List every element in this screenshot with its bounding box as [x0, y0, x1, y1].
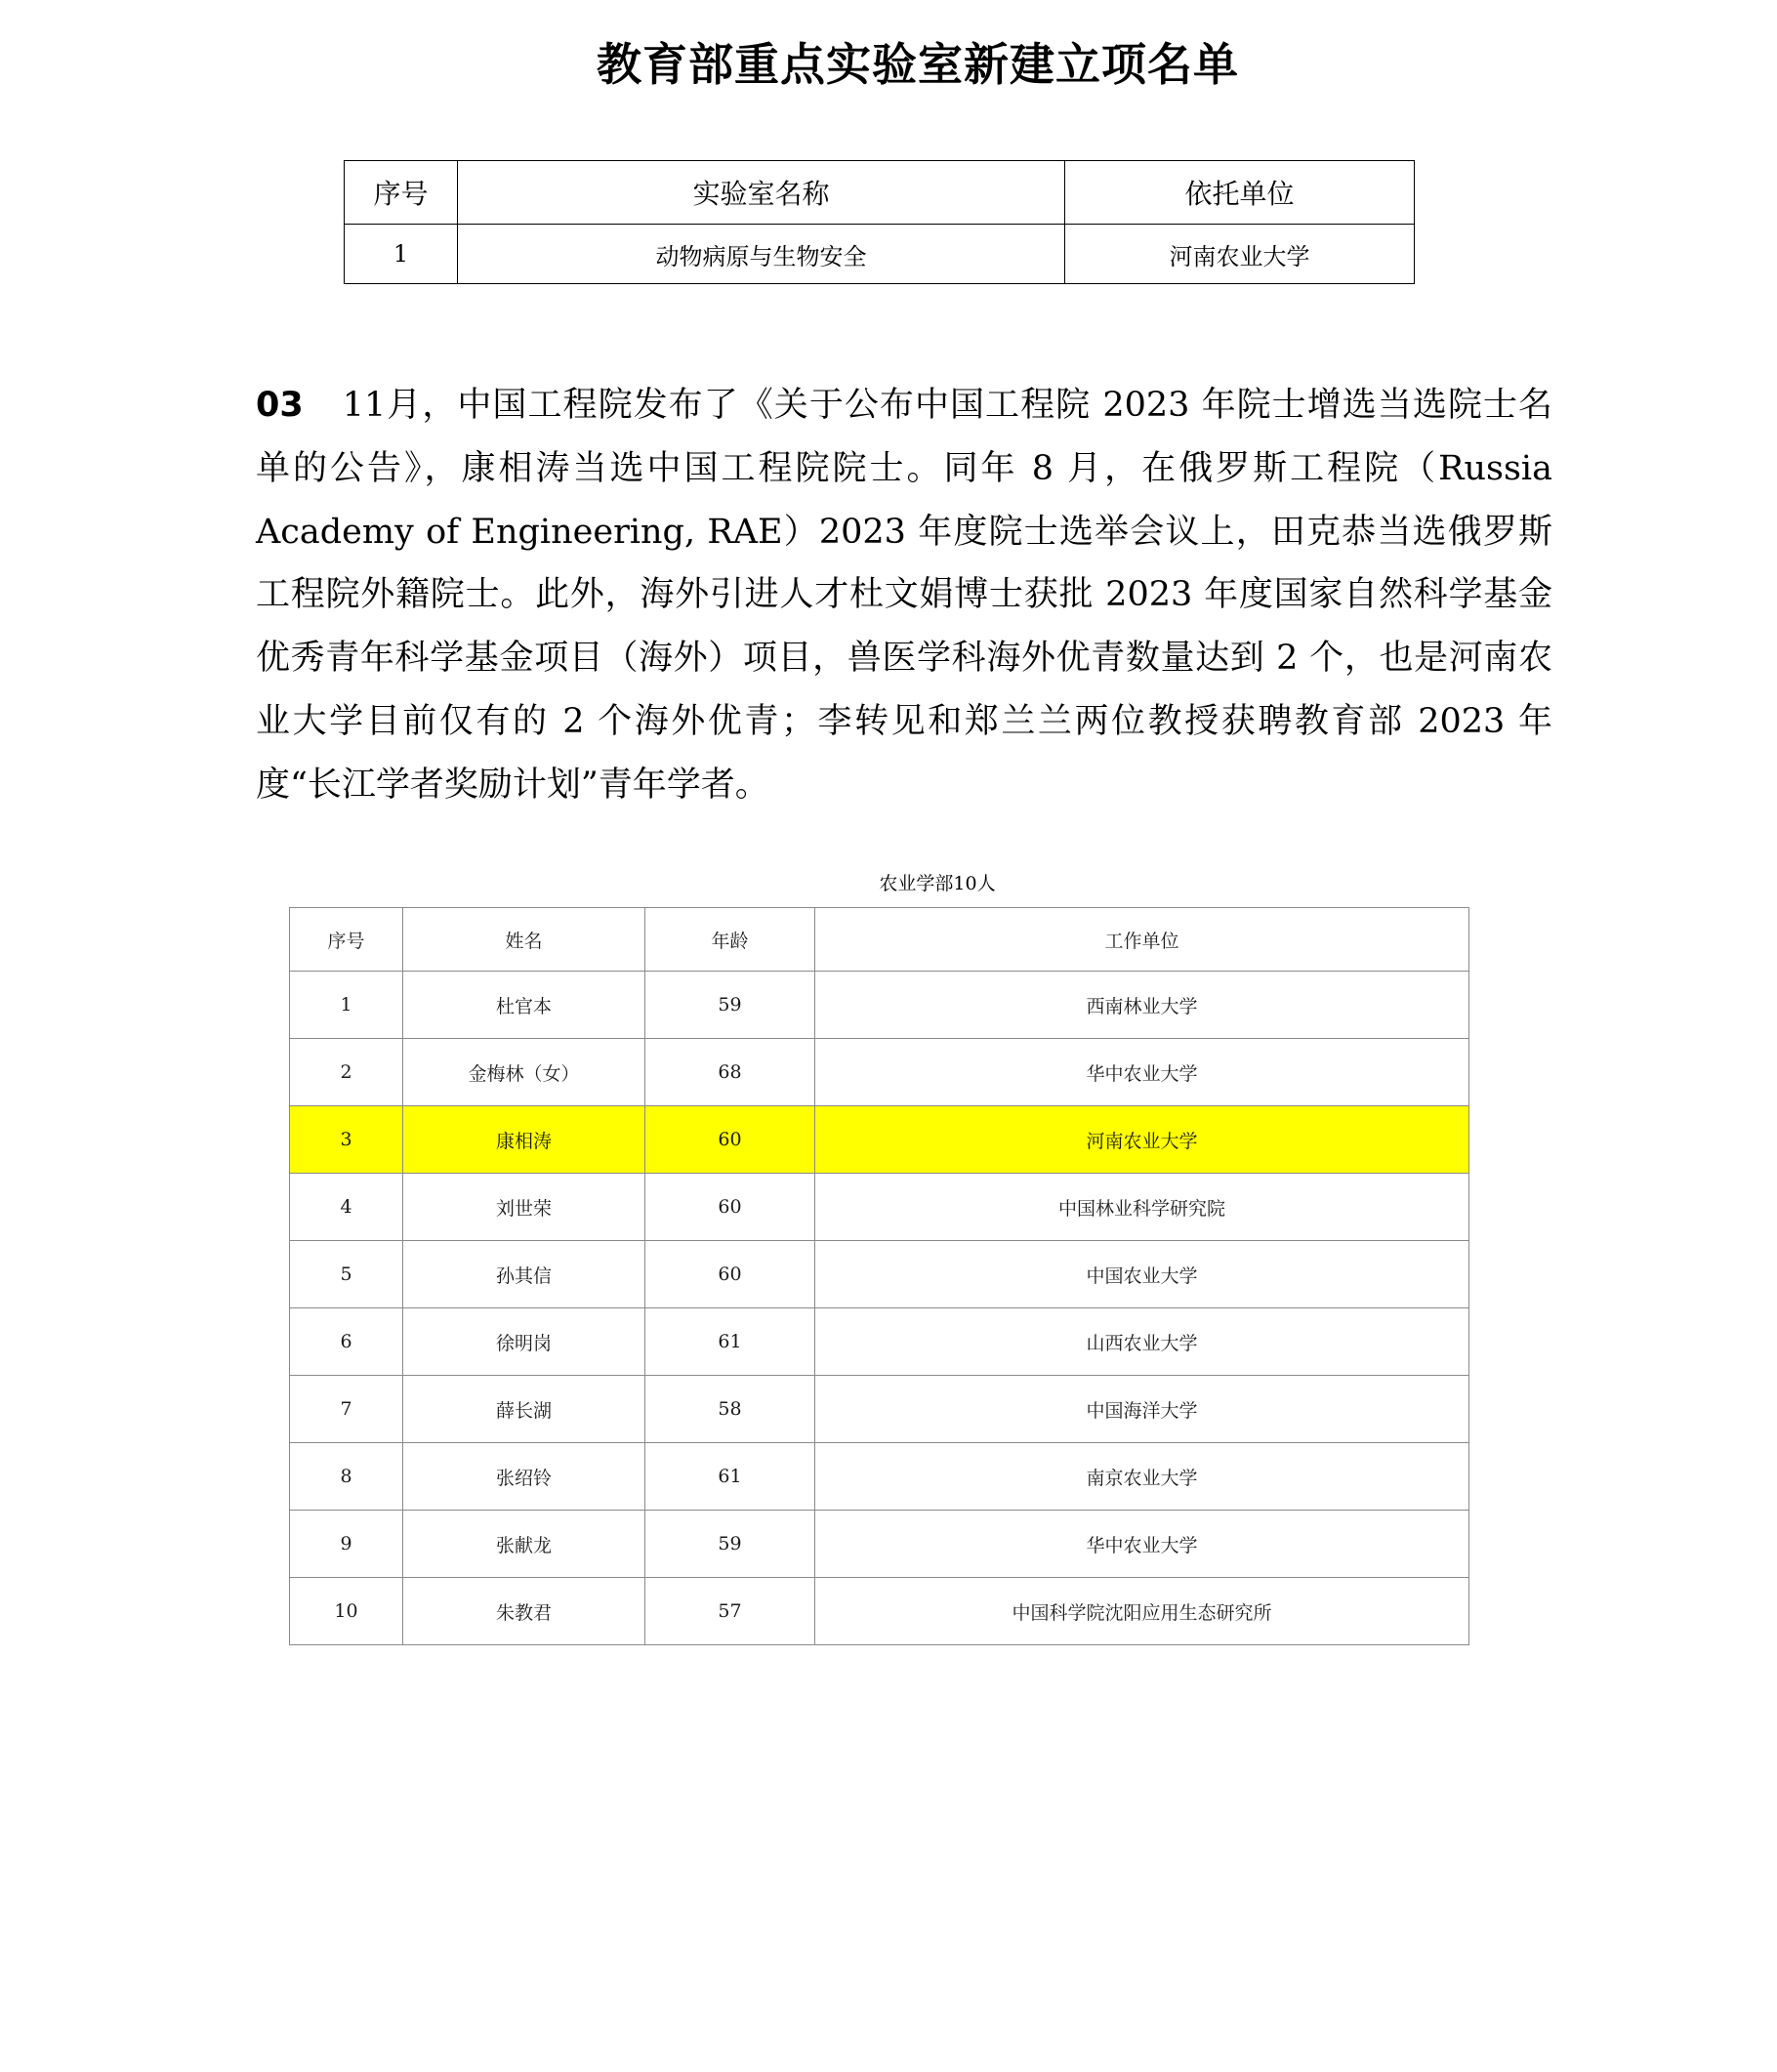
- paragraph-text: 11月，中国工程院发布了《关于公布中国工程院 2023 年院士增选当选院士名单的公告》，康相涛当选中国工程院院士。同年 8 月，在俄罗斯工程院（Russia Academy of Engineering, RAE）2023 年度院士选举会议上，田克恭当选俄罗斯工程院外籍院士。此外，海外引进人才杜文娟博士获批 2023 年度国家自然科学基金优秀青年科学基金项目（海外）项目，兽医学科海外优青数量达到 2 个，也是河南农业大学目前仅有的 2 个海外优青；李转见和郑兰兰两位教授获聘教育部 2023 年度“长江学者奖励计划”青年学者。: [256, 386, 1552, 805]
- acad-cell-org: 西南林业大学: [815, 972, 1469, 1039]
- acad-cell-org: 南京农业大学: [815, 1443, 1469, 1511]
- table-row: [290, 1174, 1469, 1241]
- acad-cell-age: 68: [645, 1039, 815, 1106]
- acad-cell-age: 60: [645, 1174, 815, 1241]
- lab-table: [344, 160, 1415, 284]
- acad-cell-name: 康相涛: [403, 1106, 645, 1174]
- acad-cell-index: 6: [290, 1308, 403, 1376]
- acad-cell-age: 58: [645, 1376, 815, 1443]
- acad-cell-index: 10: [290, 1578, 403, 1645]
- acad-cell-org: 华中农业大学: [815, 1511, 1469, 1578]
- acad-cell-age: 57: [645, 1578, 815, 1645]
- acad-cell-index: 5: [290, 1241, 403, 1308]
- table-row-highlighted: [290, 1106, 1469, 1174]
- acad-cell-org: 中国科学院沈阳应用生态研究所: [815, 1578, 1469, 1645]
- table-row: [290, 1511, 1469, 1578]
- table-row: [290, 1376, 1469, 1443]
- acad-cell-index: 7: [290, 1376, 403, 1443]
- acad-cell-index: 9: [290, 1511, 403, 1578]
- academician-list-caption: 农业学部10人: [879, 873, 996, 895]
- acad-cell-name: 徐明岗: [403, 1308, 645, 1376]
- acad-cell-org: 中国林业科学研究院: [815, 1174, 1469, 1241]
- acad-cell-index: 4: [290, 1174, 403, 1241]
- page-title: 教育部重点实验室新建立项名单: [597, 38, 1239, 91]
- acad-cell-age: 61: [645, 1443, 815, 1511]
- lab-row-unit: 河南农业大学: [1065, 225, 1415, 284]
- table-row: [290, 1443, 1469, 1511]
- acad-header-index: 序号: [290, 908, 403, 972]
- lab-table-container: [0, 160, 1777, 284]
- lab-table-header-index: 序号: [345, 161, 458, 225]
- acad-cell-index: 2: [290, 1039, 403, 1106]
- body-paragraph-container: [0, 374, 1777, 816]
- academician-table: [289, 907, 1469, 1645]
- table-header-row: [345, 161, 1415, 225]
- table-row: [290, 972, 1469, 1039]
- acad-cell-index: 8: [290, 1443, 403, 1511]
- acad-cell-name: 杜官本: [403, 972, 645, 1039]
- body-paragraph: [256, 374, 1552, 816]
- acad-cell-name: 朱教君: [403, 1578, 645, 1645]
- acad-cell-name: 薛长湖: [403, 1376, 645, 1443]
- table-row: [290, 1578, 1469, 1645]
- lab-row-name: 动物病原与生物安全: [458, 225, 1065, 284]
- acad-cell-org: 山西农业大学: [815, 1308, 1469, 1376]
- acad-header-org: 工作单位: [815, 908, 1469, 972]
- acad-cell-age: 59: [645, 972, 815, 1039]
- acad-cell-name: 孙其信: [403, 1241, 645, 1308]
- table-header-row: [290, 908, 1469, 972]
- acad-cell-index: 1: [290, 972, 403, 1039]
- acad-cell-org: 中国农业大学: [815, 1241, 1469, 1308]
- acad-cell-age: 60: [645, 1106, 815, 1174]
- acad-cell-index: 3: [290, 1106, 403, 1174]
- acad-cell-name: 金梅林（女）: [403, 1039, 645, 1106]
- table-row: [290, 1039, 1469, 1106]
- table-row: [290, 1241, 1469, 1308]
- acad-cell-age: 61: [645, 1308, 815, 1376]
- paragraph-number: 03: [256, 386, 304, 425]
- acad-cell-org: 河南农业大学: [815, 1106, 1469, 1174]
- lab-table-header-name: 实验室名称: [458, 161, 1065, 225]
- lab-row-index: 1: [345, 225, 458, 284]
- acad-cell-name: 张绍铃: [403, 1443, 645, 1511]
- acad-cell-age: 59: [645, 1511, 815, 1578]
- acad-cell-age: 60: [645, 1241, 815, 1308]
- acad-cell-name: 刘世荣: [403, 1174, 645, 1241]
- acad-cell-org: 华中农业大学: [815, 1039, 1469, 1106]
- acad-header-age: 年龄: [645, 908, 815, 972]
- acad-header-name: 姓名: [403, 908, 645, 972]
- acad-cell-org: 中国海洋大学: [815, 1376, 1469, 1443]
- academician-table-container: [0, 907, 1777, 1645]
- table-row: [290, 1308, 1469, 1376]
- table-row: [345, 225, 1415, 284]
- acad-cell-name: 张献龙: [403, 1511, 645, 1578]
- lab-table-header-unit: 依托单位: [1065, 161, 1415, 225]
